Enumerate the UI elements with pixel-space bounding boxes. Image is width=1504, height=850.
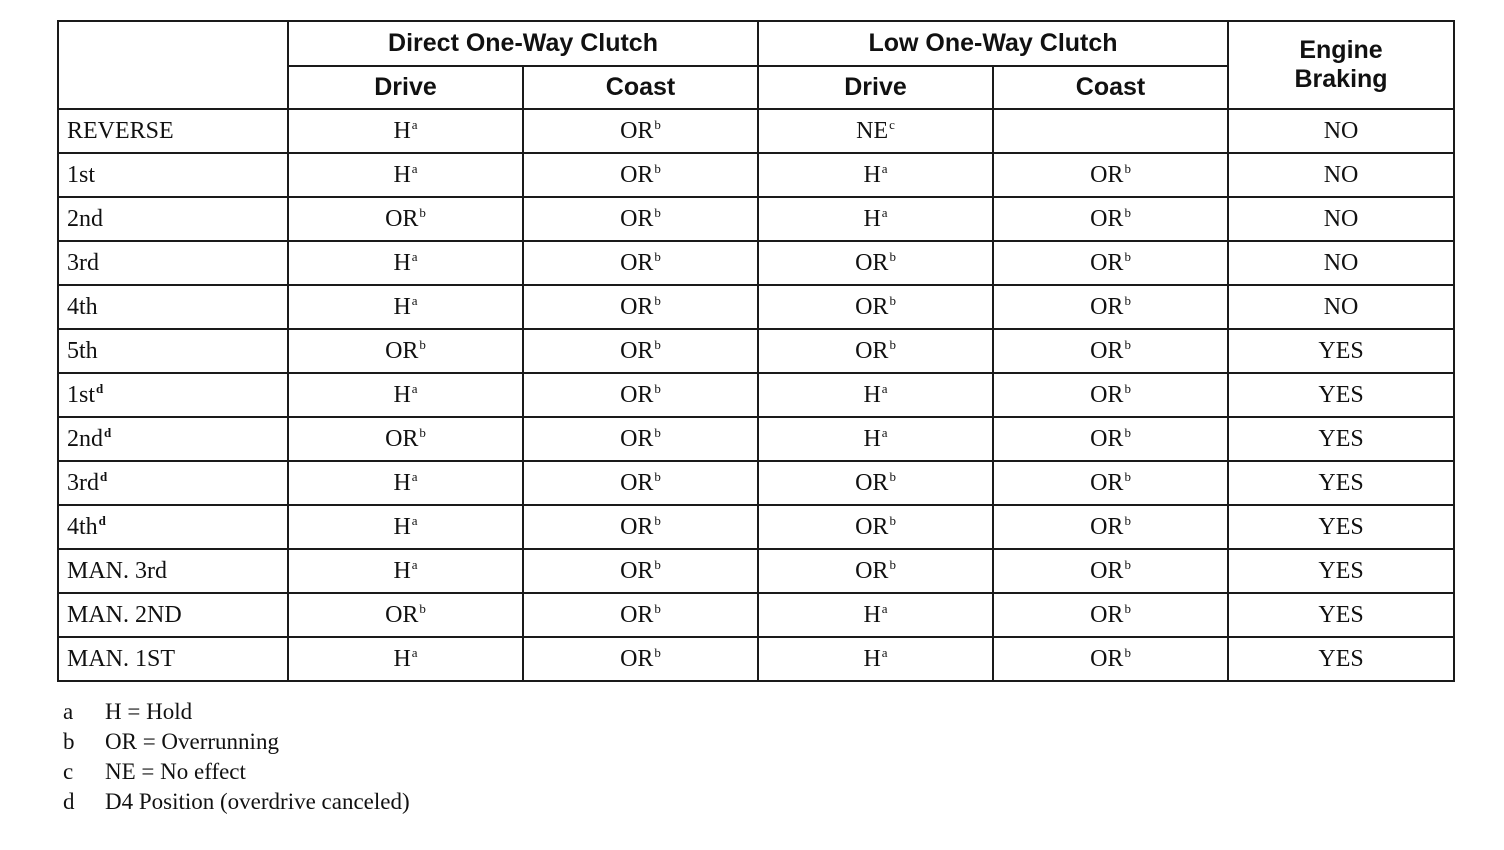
low-drive-cell <box>758 505 993 549</box>
row-label: 3rd <box>67 469 99 496</box>
low-drive-footnote-mark: b <box>889 512 896 528</box>
low-drive-value: OR <box>855 337 889 364</box>
low-drive-value: OR <box>855 469 889 496</box>
low-drive-cell <box>758 593 993 637</box>
direct-coast-cell <box>523 153 758 197</box>
low-coast-footnote-mark: b <box>1124 556 1131 572</box>
low-drive-cell <box>758 417 993 461</box>
direct-coast-cell <box>523 373 758 417</box>
low-drive-footnote-mark: a <box>881 644 888 660</box>
direct-coast-cell <box>523 637 758 681</box>
low-drive-footnote-mark: a <box>881 600 888 616</box>
engine-braking-value: YES <box>1318 557 1364 584</box>
direct-coast-value: OR <box>620 117 654 144</box>
direct-coast-value: OR <box>620 425 654 452</box>
row-label-cell <box>58 549 288 593</box>
table-row <box>58 417 1454 461</box>
engine-braking-cell <box>1228 461 1454 505</box>
row-label: MAN. 2ND <box>67 601 182 628</box>
direct-drive-value: H <box>393 293 411 320</box>
footnote-letter: d <box>63 789 75 814</box>
footnote-text: H = Hold <box>105 699 193 724</box>
table-row <box>58 593 1454 637</box>
direct-drive-cell <box>288 197 523 241</box>
engine-braking-value: YES <box>1318 645 1364 672</box>
direct-drive-value: OR <box>385 601 419 628</box>
footnote-text: NE = No effect <box>105 759 246 784</box>
direct-coast-value: OR <box>620 381 654 408</box>
direct-drive-value: H <box>393 117 411 144</box>
low-drive-footnote-mark: b <box>889 248 896 264</box>
direct-coast-value: OR <box>620 469 654 496</box>
direct-drive-footnote-mark: a <box>411 248 418 264</box>
low-drive-cell <box>758 109 993 153</box>
direct-drive-cell <box>288 593 523 637</box>
direct-coast-footnote-mark: b <box>654 248 661 264</box>
low-drive-cell <box>758 549 993 593</box>
row-label-cell <box>58 461 288 505</box>
engine-braking-cell <box>1228 329 1454 373</box>
row-label-cell <box>58 329 288 373</box>
row-label-cell <box>58 241 288 285</box>
engine-braking-value: YES <box>1318 337 1364 364</box>
header-low-coast: Coast <box>993 66 1228 109</box>
direct-coast-cell <box>523 285 758 329</box>
clutch-application-table <box>57 20 1455 682</box>
row-label-footnote-mark: d <box>100 468 108 484</box>
direct-drive-cell <box>288 549 523 593</box>
low-coast-footnote-mark: b <box>1124 336 1131 352</box>
low-coast-value: OR <box>1090 249 1124 276</box>
low-coast-cell <box>993 505 1228 549</box>
row-label-cell <box>58 417 288 461</box>
low-coast-cell <box>993 549 1228 593</box>
engine-braking-value: NO <box>1323 293 1359 320</box>
direct-coast-value: OR <box>620 513 654 540</box>
low-coast-footnote-mark: b <box>1124 468 1131 484</box>
direct-coast-footnote-mark: b <box>654 292 661 308</box>
direct-coast-value: OR <box>620 205 654 232</box>
direct-drive-cell <box>288 417 523 461</box>
direct-drive-value: H <box>393 645 411 672</box>
engine-braking-value: NO <box>1323 117 1359 144</box>
direct-coast-footnote-mark: b <box>654 424 661 440</box>
low-drive-value: H <box>863 381 881 408</box>
row-label-cell <box>58 373 288 417</box>
table-row <box>58 461 1454 505</box>
footnotes <box>63 697 410 817</box>
direct-drive-footnote-mark: b <box>419 600 426 616</box>
footnote-item <box>63 787 410 817</box>
low-coast-value: OR <box>1090 205 1124 232</box>
engine-braking-cell <box>1228 241 1454 285</box>
direct-drive-value: OR <box>385 205 419 232</box>
low-coast-cell <box>993 417 1228 461</box>
direct-coast-footnote-mark: b <box>654 600 661 616</box>
direct-drive-value: H <box>393 513 411 540</box>
direct-coast-value: OR <box>620 337 654 364</box>
low-drive-footnote-mark: b <box>889 556 896 572</box>
engine-braking-value: NO <box>1323 249 1359 276</box>
low-coast-footnote-mark: b <box>1124 160 1131 176</box>
direct-coast-value: OR <box>620 293 654 320</box>
table-row <box>58 109 1454 153</box>
direct-drive-value: H <box>393 249 411 276</box>
row-label: MAN. 3rd <box>67 557 167 584</box>
low-drive-value: OR <box>855 249 889 276</box>
low-coast-cell <box>993 593 1228 637</box>
low-coast-value: OR <box>1090 557 1124 584</box>
direct-drive-footnote-mark: b <box>419 336 426 352</box>
low-coast-cell <box>993 153 1228 197</box>
low-drive-cell <box>758 197 993 241</box>
low-coast-value: OR <box>1090 645 1124 672</box>
low-drive-cell <box>758 637 993 681</box>
low-coast-value: OR <box>1090 381 1124 408</box>
row-label: 1st <box>67 161 96 188</box>
row-label-cell <box>58 637 288 681</box>
low-drive-value: OR <box>855 513 889 540</box>
footnote-letter: a <box>63 699 74 724</box>
engine-braking-value: YES <box>1318 469 1364 496</box>
header-blank-cell <box>58 21 288 109</box>
low-coast-cell <box>993 285 1228 329</box>
footnote-item <box>63 727 410 757</box>
direct-drive-value: OR <box>385 425 419 452</box>
low-coast-footnote-mark: b <box>1124 292 1131 308</box>
engine-braking-cell <box>1228 153 1454 197</box>
table-row <box>58 549 1454 593</box>
low-drive-footnote-mark: c <box>889 116 895 132</box>
row-label: MAN. 1ST <box>67 645 176 672</box>
row-label-footnote-mark: d <box>96 380 104 396</box>
engine-braking-cell <box>1228 109 1454 153</box>
direct-drive-cell <box>288 285 523 329</box>
low-coast-value: OR <box>1090 337 1124 364</box>
row-label: 2nd <box>67 205 103 232</box>
direct-coast-value: OR <box>620 161 654 188</box>
direct-drive-footnote-mark: b <box>419 204 426 220</box>
table-row <box>58 505 1454 549</box>
header-engine-braking <box>1228 21 1454 109</box>
direct-coast-cell <box>523 241 758 285</box>
table-row <box>58 197 1454 241</box>
low-drive-footnote-mark: b <box>889 336 896 352</box>
engine-braking-cell <box>1228 373 1454 417</box>
direct-coast-cell <box>523 593 758 637</box>
table-body <box>58 109 1454 681</box>
row-label: REVERSE <box>67 117 174 144</box>
direct-coast-cell <box>523 461 758 505</box>
direct-coast-value: OR <box>620 249 654 276</box>
header-low-one-way-clutch: Low One-Way Clutch <box>758 21 1228 66</box>
low-drive-footnote-mark: a <box>881 160 888 176</box>
row-label: 4th <box>67 293 98 320</box>
low-coast-cell <box>993 637 1228 681</box>
footnote-item <box>63 757 410 787</box>
low-coast-cell <box>993 109 1228 153</box>
low-drive-value: H <box>863 645 881 672</box>
direct-coast-cell <box>523 417 758 461</box>
header-row-groups <box>58 21 1454 66</box>
low-coast-value: OR <box>1090 513 1124 540</box>
low-coast-cell <box>993 241 1228 285</box>
low-coast-cell <box>993 197 1228 241</box>
row-label: 5th <box>67 337 98 364</box>
direct-coast-cell <box>523 505 758 549</box>
row-label: 2nd <box>67 425 103 452</box>
row-label-cell <box>58 153 288 197</box>
low-drive-value: H <box>863 601 881 628</box>
low-drive-cell <box>758 153 993 197</box>
direct-drive-cell <box>288 637 523 681</box>
direct-coast-cell <box>523 109 758 153</box>
direct-drive-footnote-mark: a <box>411 292 418 308</box>
direct-coast-cell <box>523 329 758 373</box>
direct-drive-footnote-mark: a <box>411 468 418 484</box>
direct-coast-value: OR <box>620 601 654 628</box>
row-label: 4th <box>67 513 98 540</box>
engine-braking-value: NO <box>1323 161 1359 188</box>
direct-drive-value: OR <box>385 337 419 364</box>
footnote-letter: c <box>63 759 74 784</box>
direct-coast-footnote-mark: b <box>654 380 661 396</box>
direct-drive-cell <box>288 153 523 197</box>
low-drive-value: H <box>863 161 881 188</box>
direct-drive-footnote-mark: a <box>411 116 418 132</box>
direct-coast-value: OR <box>620 557 654 584</box>
direct-drive-cell <box>288 373 523 417</box>
engine-braking-cell <box>1228 637 1454 681</box>
direct-drive-cell <box>288 241 523 285</box>
direct-drive-footnote-mark: a <box>411 556 418 572</box>
direct-coast-cell <box>523 549 758 593</box>
low-drive-value: OR <box>855 293 889 320</box>
header-direct-coast: Coast <box>523 66 758 109</box>
low-drive-value: NE <box>856 117 889 144</box>
engine-braking-cell <box>1228 549 1454 593</box>
direct-coast-footnote-mark: b <box>654 336 661 352</box>
low-coast-value: OR <box>1090 469 1124 496</box>
direct-drive-footnote-mark: a <box>411 512 418 528</box>
direct-drive-cell <box>288 329 523 373</box>
engine-braking-cell <box>1228 593 1454 637</box>
engine-braking-value: YES <box>1318 601 1364 628</box>
low-drive-value: H <box>863 205 881 232</box>
low-drive-cell <box>758 373 993 417</box>
engine-braking-value: YES <box>1318 381 1364 408</box>
low-drive-footnote-mark: b <box>889 468 896 484</box>
low-coast-cell <box>993 461 1228 505</box>
row-label-cell <box>58 285 288 329</box>
low-coast-value: OR <box>1090 425 1124 452</box>
engine-braking-cell <box>1228 197 1454 241</box>
header-direct-one-way-clutch: Direct One-Way Clutch <box>288 21 758 66</box>
direct-drive-footnote-mark: a <box>411 644 418 660</box>
row-label-cell <box>58 505 288 549</box>
row-label: 1st <box>67 381 96 408</box>
direct-coast-footnote-mark: b <box>654 116 661 132</box>
engine-braking-cell <box>1228 505 1454 549</box>
engine-braking-value: YES <box>1318 513 1364 540</box>
direct-coast-footnote-mark: b <box>654 556 661 572</box>
low-coast-footnote-mark: b <box>1124 600 1131 616</box>
low-drive-cell <box>758 461 993 505</box>
low-drive-cell <box>758 241 993 285</box>
footnote-text: OR = Overrunning <box>105 729 279 754</box>
direct-drive-value: H <box>393 469 411 496</box>
low-coast-value: OR <box>1090 293 1124 320</box>
direct-coast-footnote-mark: b <box>654 644 661 660</box>
row-label-footnote-mark: d <box>98 512 106 528</box>
direct-drive-cell <box>288 461 523 505</box>
engine-braking-cell <box>1228 417 1454 461</box>
low-drive-value: H <box>863 425 881 452</box>
table-row <box>58 153 1454 197</box>
low-coast-cell <box>993 329 1228 373</box>
footnote-item <box>63 697 410 727</box>
row-label: 3rd <box>67 249 99 276</box>
low-coast-cell <box>993 373 1228 417</box>
engine-braking-cell <box>1228 285 1454 329</box>
direct-drive-value: H <box>393 557 411 584</box>
direct-coast-footnote-mark: b <box>654 160 661 176</box>
direct-drive-footnote-mark: a <box>411 380 418 396</box>
engine-braking-value: YES <box>1318 425 1364 452</box>
low-drive-footnote-mark: a <box>881 380 888 396</box>
direct-drive-cell <box>288 505 523 549</box>
direct-drive-value: H <box>393 161 411 188</box>
row-label-cell <box>58 197 288 241</box>
engine-braking-value: NO <box>1323 205 1359 232</box>
low-coast-value: OR <box>1090 601 1124 628</box>
direct-drive-footnote-mark: a <box>411 160 418 176</box>
footnote-letter: b <box>63 729 75 754</box>
direct-coast-footnote-mark: b <box>654 468 661 484</box>
low-coast-footnote-mark: b <box>1124 248 1131 264</box>
low-drive-footnote-mark: a <box>881 204 888 220</box>
low-coast-footnote-mark: b <box>1124 424 1131 440</box>
low-coast-footnote-mark: b <box>1124 380 1131 396</box>
direct-drive-value: H <box>393 381 411 408</box>
header-engine-braking-label: Engine Braking <box>1294 36 1388 93</box>
table-row <box>58 373 1454 417</box>
direct-coast-footnote-mark: b <box>654 512 661 528</box>
row-label-cell <box>58 593 288 637</box>
table-row <box>58 285 1454 329</box>
header-low-drive: Drive <box>758 66 993 109</box>
low-drive-cell <box>758 329 993 373</box>
low-coast-footnote-mark: b <box>1124 644 1131 660</box>
footnote-text: D4 Position (overdrive canceled) <box>105 789 410 814</box>
row-label-cell <box>58 109 288 153</box>
table-row <box>58 329 1454 373</box>
low-coast-footnote-mark: b <box>1124 512 1131 528</box>
table-row <box>58 637 1454 681</box>
table-row <box>58 241 1454 285</box>
direct-coast-footnote-mark: b <box>654 204 661 220</box>
header-direct-drive: Drive <box>288 66 523 109</box>
low-drive-footnote-mark: a <box>881 424 888 440</box>
low-coast-footnote-mark: b <box>1124 204 1131 220</box>
low-drive-value: OR <box>855 557 889 584</box>
row-label-footnote-mark: d <box>104 424 112 440</box>
direct-coast-value: OR <box>620 645 654 672</box>
direct-coast-cell <box>523 197 758 241</box>
low-drive-footnote-mark: b <box>889 292 896 308</box>
low-drive-cell <box>758 285 993 329</box>
low-coast-value: OR <box>1090 161 1124 188</box>
direct-drive-cell <box>288 109 523 153</box>
direct-drive-footnote-mark: b <box>419 424 426 440</box>
